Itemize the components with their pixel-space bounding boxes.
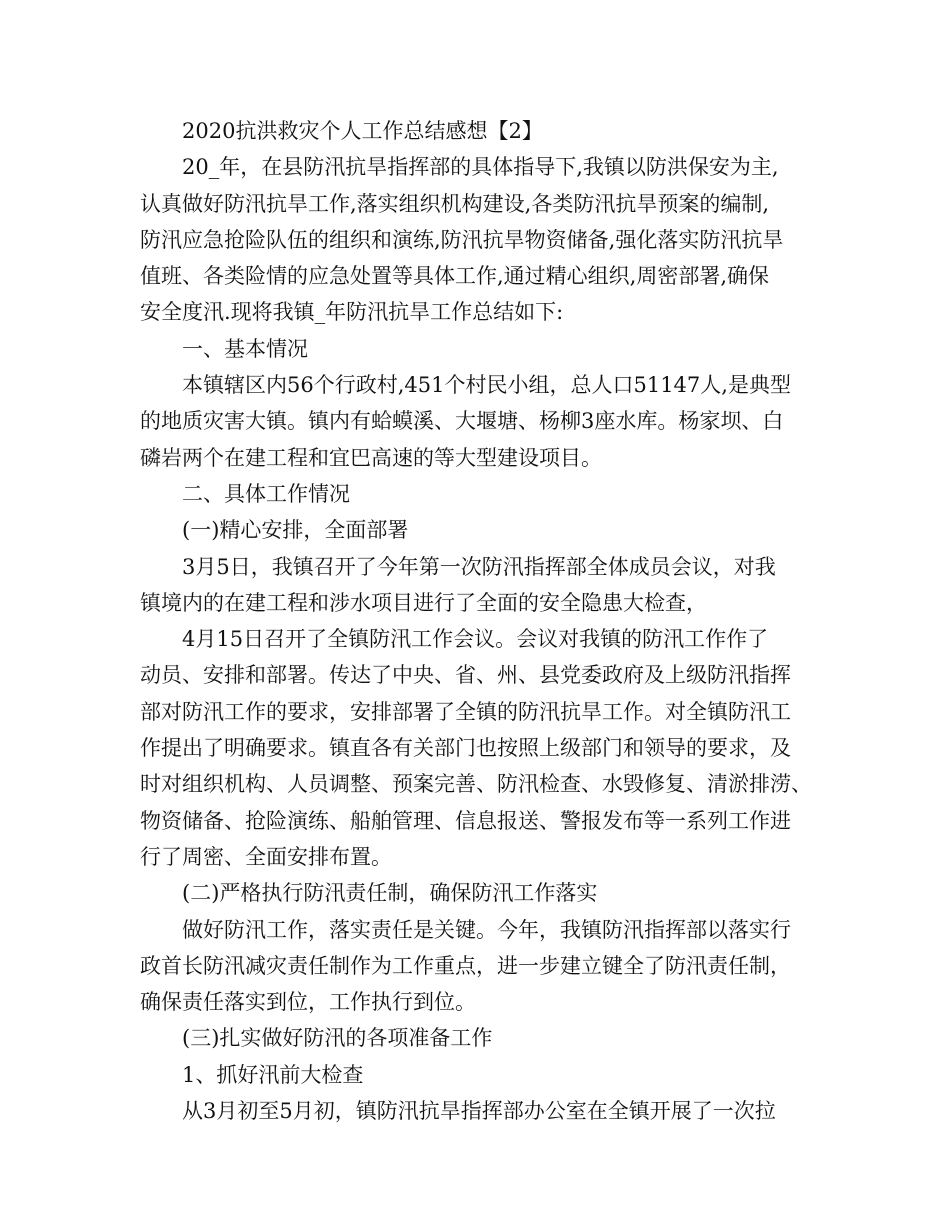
paragraph-line: 安全度汛.现将我镇_年防汛抗旱工作总结如下: <box>140 300 564 325</box>
paragraph-line: 20_年，在县防汛抗旱指挥部的具体指导下,我镇以防洪保安为主, <box>182 155 779 180</box>
paragraph-line: 4月15日召开了全镇防汛工作会议。会议对我镇的防汛工作作了 <box>182 627 769 652</box>
section-heading: 一、基本情况 <box>182 336 308 361</box>
document-title: 2020抗洪救灾个人工作总结感想【2】 <box>182 119 543 143</box>
paragraph-line: 行了周密、全面安排布置。 <box>140 844 392 869</box>
paragraph-line: 本镇辖区内56个行政村,451个村民小组，总人口51147人,是典型 <box>182 373 791 398</box>
paragraph-line: 的地质灾害大镇。镇内有蛤蟆溪、大堰塘、杨柳3座水库。杨家坝、白 <box>140 409 784 434</box>
paragraph-line: 从3月初至5月初，镇防汛抗旱指挥部办公室在全镇开展了一次拉 <box>182 1099 776 1124</box>
paragraph-line: 做好防汛工作，落实责任是关键。今年，我镇防汛指挥部以落实行 <box>182 917 791 942</box>
paragraph-line: 作提出了明确要求。镇直各有关部门也按照上级部门和领导的要求，及 <box>140 736 791 761</box>
paragraph-line: 镇境内的在建工程和涉水项目进行了全面的安全隐患大检查， <box>140 590 707 615</box>
paragraph-line: 确保责任落实到位，工作执行到位。 <box>140 990 476 1015</box>
paragraph-line: 值班、各类险情的应急处置等具体工作,通过精心组织,周密部署,确保 <box>140 264 770 289</box>
subsection-heading: (二)严格执行防汛责任制，确保防汛工作落实 <box>182 881 598 906</box>
paragraph-line: 防汛应急抢险队伍的组织和演练,防汛抗旱物资储备,强化落实防汛抗旱 <box>140 227 784 252</box>
subsection-heading: (一)精心安排，全面部署 <box>182 518 409 543</box>
paragraph-line: 部对防汛工作的要求，安排部署了全镇的防汛抗旱工作。对全镇防汛工 <box>140 699 791 724</box>
subsection-heading: (三)扎实做好防汛的各项准备工作 <box>182 1026 493 1051</box>
paragraph-line: 物资储备、抢险演练、船舶管理、信息报送、警报发布等一系列工作进 <box>140 808 791 833</box>
paragraph-line: 政首长防汛减灾责任制作为工作重点，进一步建立键全了防汛责任制， <box>140 953 791 978</box>
paragraph-line: 磷岩两个在建工程和宜巴高速的等大型建设项目。 <box>140 445 602 470</box>
paragraph-line: 时对组织机构、人员调整、预案完善、防汛检查、水毁修复、清淤排涝、 <box>140 772 812 797</box>
paragraph-line: 认真做好防汛抗旱工作,落实组织机构建设,各类防汛抗旱预案的编制, <box>140 191 770 216</box>
item-heading: 1、抓好汛前大检查 <box>182 1062 364 1087</box>
document-body <box>140 113 812 1129</box>
paragraph-line: 3月5日，我镇召开了今年第一次防汛指挥部全体成员会议，对我 <box>182 554 776 579</box>
paragraph-line: 动员、安排和部署。传达了中央、省、州、县党委政府及上级防汛指挥 <box>140 663 791 688</box>
section-heading: 二、具体工作情况 <box>182 481 350 506</box>
